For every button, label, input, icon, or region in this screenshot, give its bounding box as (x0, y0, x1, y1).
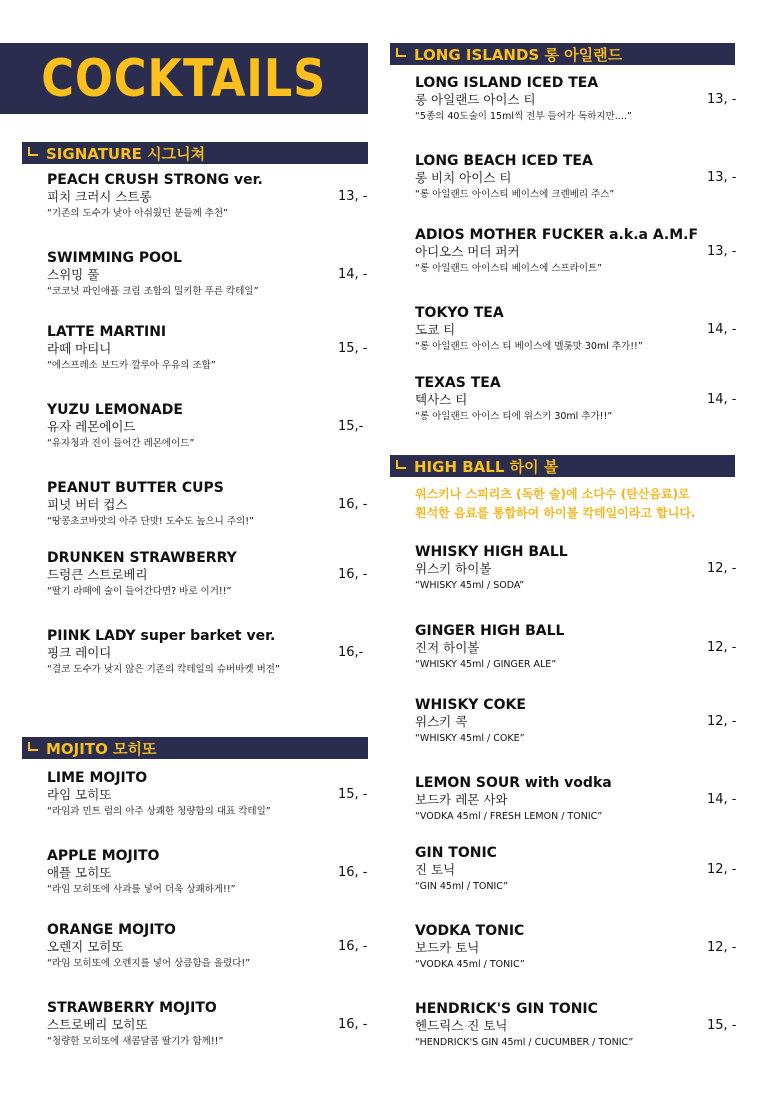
section-header-highball (390, 455, 735, 477)
item-name: YUZU LEMONADE (47, 402, 183, 418)
section-header-signature (22, 142, 368, 164)
menu-item (415, 543, 737, 593)
item-korean-name: 보드카 토닉 (415, 940, 480, 955)
item-price: 12, - (707, 561, 737, 576)
item-description: “5종의 40도술이 15ml씩 전부 들어가 독하지만....” (415, 111, 632, 122)
item-description: “코코넛 파인애플 크림 조합의 밀키한 푸른 칵테일” (47, 286, 259, 297)
menu-title-banner (0, 43, 368, 114)
item-name: VODKA TONIC (415, 923, 525, 939)
item-korean-name: 핑크 레이디 (47, 645, 112, 660)
item-description: “에스프레소 보드카 깔루아 우유의 조합” (47, 360, 216, 371)
item-name: APPLE MOJITO (47, 848, 160, 864)
corner-arrow-icon (28, 742, 38, 751)
section-header-mojito (22, 737, 368, 759)
item-price: 13, - (707, 170, 737, 185)
item-name: PEANUT BUTTER CUPS (47, 480, 224, 496)
item-description: “라임 모히또에 오렌지를 넣어 상큼함을 올렸다!” (47, 958, 251, 969)
section-title: LONG ISLANDS 롱 아일랜드 (414, 45, 623, 64)
item-name: TEXAS TEA (415, 375, 501, 391)
menu-item (415, 922, 737, 972)
item-name: PEACH CRUSH STRONG ver. (47, 172, 263, 188)
item-korean-name: 라떼 마티니 (47, 341, 112, 356)
section-header-long-islands (390, 43, 735, 65)
menu-item (47, 479, 368, 529)
item-price: 15, - (338, 787, 368, 802)
item-name: PIINK LADY super barket ver. (47, 628, 276, 644)
item-description: “GIN 45ml / TONIC” (415, 881, 509, 892)
item-price: 16, - (338, 865, 368, 880)
menu-item (47, 323, 368, 373)
item-description: “땅콩초코바맛의 아주 단맛! 도수도 높으니 주의!” (47, 516, 254, 527)
item-price: 12, - (707, 714, 737, 729)
item-description: “WHISKY 45ml / COKE” (415, 733, 525, 744)
section-title: SIGNATURE 시그니쳐 (46, 144, 206, 163)
item-description: “딸기 라떼에 술이 들어간다면? 바로 이거!!” (47, 586, 232, 597)
item-name: WHISKY HIGH BALL (415, 544, 568, 560)
item-description: “청량한 모히또에 새콤달콤 딸기가 함께!!” (47, 1036, 224, 1047)
item-description: “VODKA 45ml / TONIC” (415, 959, 525, 970)
item-name: WHISKY COKE (415, 697, 526, 713)
item-price: 16,- (338, 645, 364, 660)
item-price: 14, - (707, 792, 737, 807)
item-name: LONG BEACH ICED TEA (415, 153, 593, 169)
section-title: MOJITO 모히또 (46, 739, 157, 758)
item-price: 14, - (338, 267, 368, 282)
item-korean-name: 유자 레몬에이드 (47, 419, 136, 434)
menu-item (415, 304, 737, 354)
item-description: “롱 아일랜드 아이스 티에 위스키 30ml 추가!!” (415, 411, 613, 422)
item-korean-name: 롱 비치 아이스 티 (415, 170, 512, 185)
corner-arrow-icon (28, 147, 38, 156)
item-name: GIN TONIC (415, 845, 497, 861)
item-name: GINGER HIGH BALL (415, 623, 565, 639)
item-description: “기존의 도수가 낮아 아쉬웠던 분들께 추천” (47, 208, 228, 219)
menu-item (47, 769, 368, 819)
menu-item (415, 696, 737, 746)
item-korean-name: 애플 모히또 (47, 865, 112, 880)
menu-item (415, 226, 737, 276)
highball-note-line: 흰석한 음료를 통합하여 하이볼 칵테일이라고 합니다. (415, 506, 696, 520)
menu-item (415, 1000, 737, 1050)
item-description: “결코 도수가 낮지 않은 기존의 칵테일의 슈버바켓 버전” (47, 664, 280, 675)
item-price: 14, - (707, 392, 737, 407)
item-price: 12, - (707, 640, 737, 655)
item-korean-name: 텍사스 티 (415, 392, 468, 407)
item-price: 13, - (707, 92, 737, 107)
item-korean-name: 드렁큰 스트로베리 (47, 567, 148, 582)
item-description: “라임과 민트 럼의 아주 상쾌한 청량함의 대표 칵테일” (47, 806, 271, 817)
corner-arrow-icon (396, 48, 406, 57)
item-korean-name: 라임 모히또 (47, 787, 112, 802)
item-korean-name: 진저 하이볼 (415, 640, 480, 655)
item-price: 16, - (338, 497, 368, 512)
item-korean-name: 위스키 콕 (415, 714, 468, 729)
item-price: 16, - (338, 939, 368, 954)
item-name: TOKYO TEA (415, 305, 504, 321)
item-price: 12, - (707, 862, 737, 877)
item-name: DRUNKEN STRAWBERRY (47, 550, 237, 566)
item-description: “WHISKY 45ml / SODA” (415, 580, 525, 591)
menu-title: COCKTAILS (41, 48, 327, 109)
item-korean-name: 보드카 레몬 사와 (415, 792, 508, 807)
highball-note (415, 485, 755, 523)
section-title: HIGH BALL 하이 볼 (414, 457, 559, 476)
item-description: “롱 아일랜드 아이스 티 베이스에 멜롯맛 30ml 추가!!” (415, 341, 643, 352)
item-korean-name: 헨드릭스 진 토닉 (415, 1018, 508, 1033)
item-price: 14, - (707, 322, 737, 337)
item-price: 15, - (707, 1018, 737, 1033)
menu-item (47, 999, 368, 1049)
item-price: 13, - (707, 244, 737, 259)
item-name: LATTE MARTINI (47, 324, 167, 340)
menu-item (47, 921, 368, 971)
item-korean-name: 진 토닉 (415, 862, 456, 877)
item-korean-name: 롱 아일랜드 아이스 티 (415, 92, 536, 107)
item-name: LONG ISLAND ICED TEA (415, 75, 599, 91)
item-korean-name: 오렌지 모히또 (47, 939, 124, 954)
item-name: LIME MOJITO (47, 770, 148, 786)
menu-item (47, 249, 368, 299)
item-name: SWIMMING POOL (47, 250, 182, 266)
corner-arrow-icon (396, 460, 406, 469)
item-name: ORANGE MOJITO (47, 922, 176, 938)
item-korean-name: 스위밍 풀 (47, 267, 100, 282)
item-description: “VODKA 45ml / FRESH LEMON / TONIC” (415, 811, 603, 822)
item-price: 16, - (338, 1017, 368, 1032)
menu-item (47, 549, 368, 599)
menu-item (415, 622, 737, 672)
menu-item (415, 374, 737, 424)
item-korean-name: 아디오스 머더 퍼커 (415, 244, 520, 259)
item-description: “HENDRICK'S GIN 45ml / CUCUMBER / TONIC” (415, 1037, 634, 1048)
menu-item (415, 774, 737, 824)
item-korean-name: 피치 크러시 스트롱 (47, 189, 152, 204)
menu-item (415, 74, 737, 124)
item-description: “롱 아일랜드 아이스티 베이스에 스프라이트” (415, 263, 603, 274)
menu-item (47, 171, 368, 221)
item-price: 13, - (338, 189, 368, 204)
menu-item (47, 627, 364, 677)
item-name: ADIOS MOTHER FUCKER a.k.a A.M.F (415, 227, 699, 243)
item-price: 16, - (338, 567, 368, 582)
highball-note-line: 위스키나 스피리츠 (독한 술)에 소다수 (탄산음료)로 (415, 487, 690, 501)
item-description: “롱 아일랜드 아이스티 베이스에 크렌베리 주스” (415, 189, 615, 200)
item-price: 15,- (338, 419, 364, 434)
item-description: “WHISKY 45ml / GINGER ALE” (415, 659, 557, 670)
menu-item (415, 844, 737, 894)
item-korean-name: 스트로베리 모히또 (47, 1017, 148, 1032)
item-korean-name: 위스키 하이볼 (415, 561, 492, 576)
item-price: 12, - (707, 940, 737, 955)
menu-item (415, 152, 737, 202)
item-description: “유자청과 진이 들어간 레몬에이드” (47, 438, 195, 449)
item-price: 15, - (338, 341, 368, 356)
item-korean-name: 피넛 버터 컵스 (47, 497, 128, 512)
menu-item (47, 847, 368, 897)
item-korean-name: 도쿄 티 (415, 322, 456, 337)
menu-item (47, 401, 364, 451)
item-name: LEMON SOUR with vodka (415, 775, 612, 791)
item-name: STRAWBERRY MOJITO (47, 1000, 217, 1016)
item-name: HENDRICK'S GIN TONIC (415, 1001, 598, 1017)
item-description: “라임 모히또에 사과를 넣어 더욱 상쾌하게!!” (47, 884, 236, 895)
